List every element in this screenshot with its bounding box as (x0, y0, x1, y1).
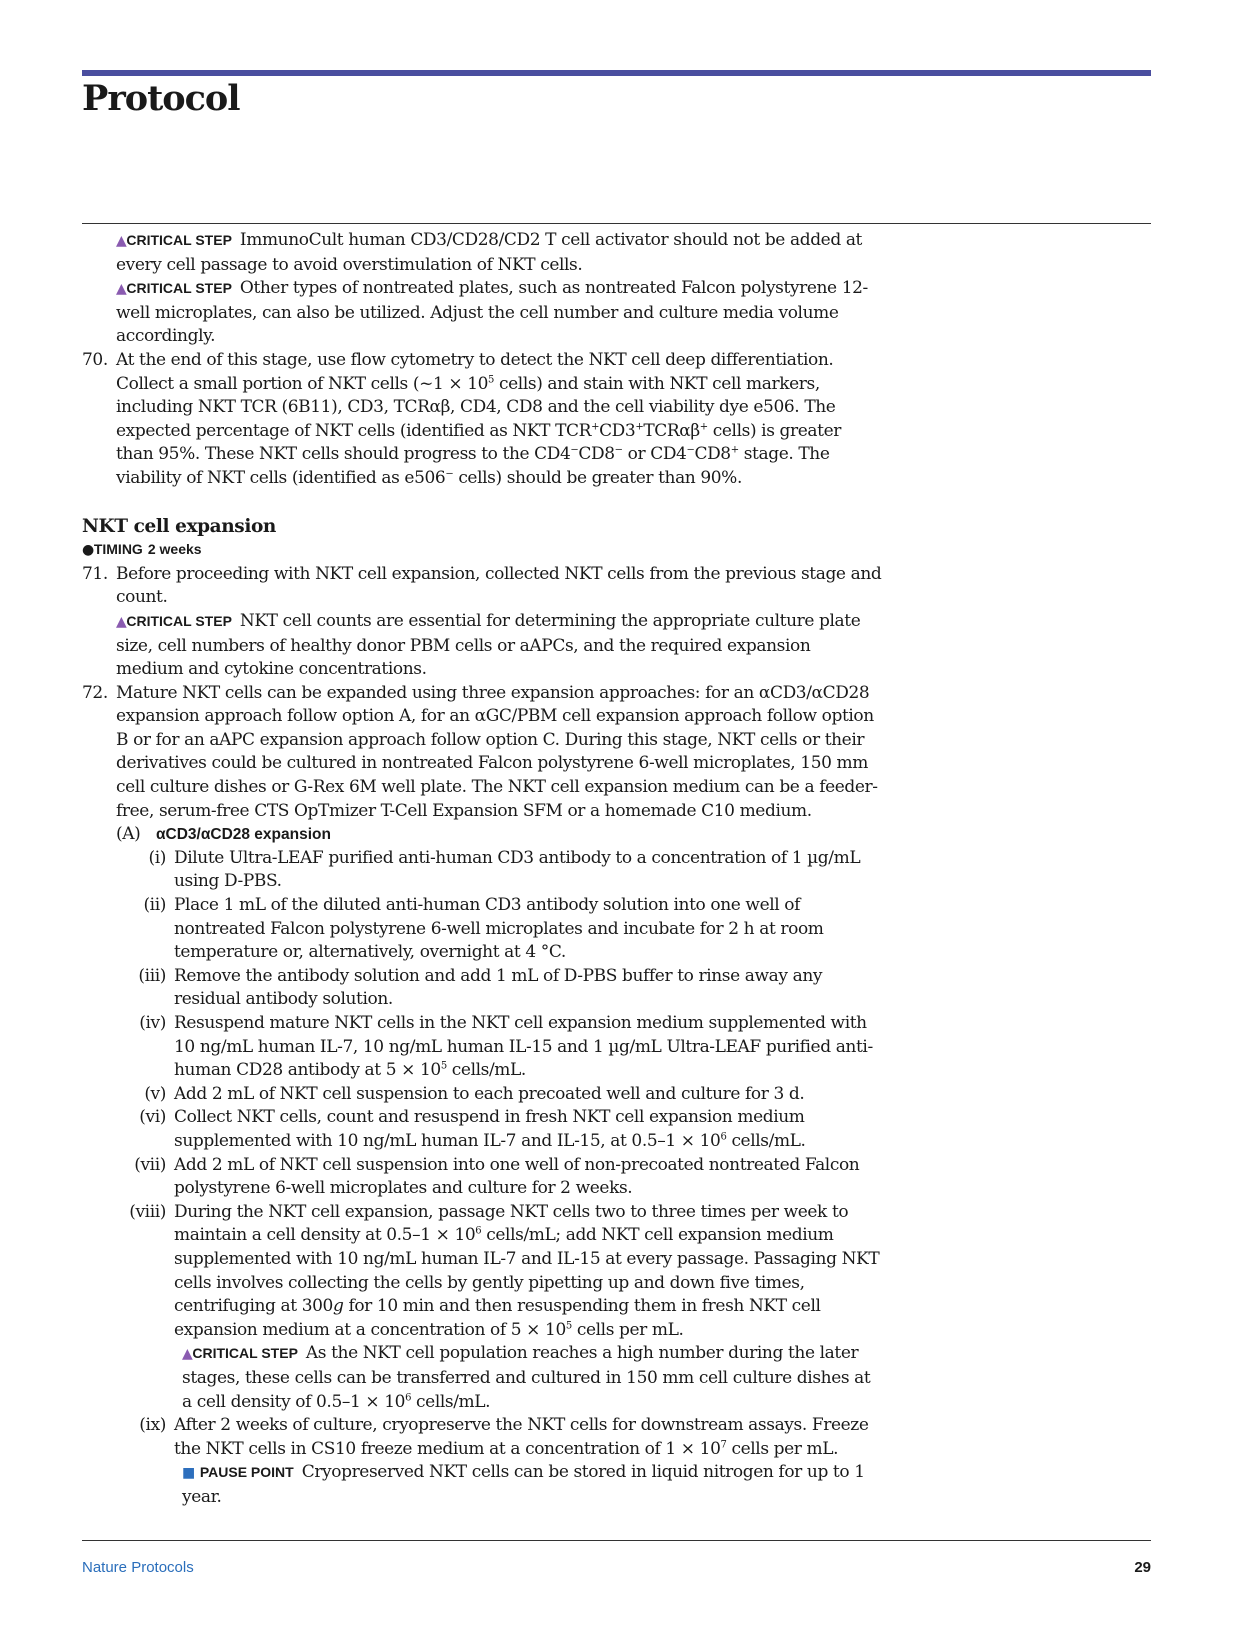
step-text: TCRαβ (643, 420, 700, 441)
superscript: + (591, 421, 600, 433)
substep-vii (82, 1154, 882, 1201)
substep-label: (ii) (143, 895, 166, 916)
substep-label: (ix) (139, 1415, 166, 1436)
substep-label: (i) (148, 847, 166, 868)
substep-text: for 10 min and then resuspending them in fresh NKT cell expansion medium at a concentration of 5 × 10 (174, 1296, 821, 1340)
section-heading: NKT cell expansion (82, 515, 276, 537)
superscript: + (635, 421, 644, 433)
step-text: At the end of this stage, use flow cytometry to detect the NKT cell deep differentiation. Collect a small portion of NKT cells (~1 × 10 (116, 349, 834, 394)
critical-note-text: cells/mL. (411, 1391, 491, 1412)
substep-label: (vii) (134, 1154, 166, 1175)
option-label: (A) (116, 824, 141, 845)
superscript: 5 (565, 1320, 572, 1332)
substep-label: (vi) (139, 1107, 166, 1128)
critical-note-text: NKT cell counts are essential for determining the appropriate culture plate size, cell numbers of healthy donor PBM cells or aAPCs, and the required expansion medium and cytokine concentrations. (116, 610, 861, 680)
critical-step-label: CRITICAL STEP (126, 280, 232, 297)
journal-name[interactable]: Nature Protocols (82, 1559, 194, 1576)
superscript: 6 (720, 1131, 727, 1143)
critical-step-label: CRITICAL STEP (126, 232, 232, 248)
substep-text: Place 1 mL of the diluted anti-human CD3 antibody solution into one well of nontreated Falcon polystyrene 6-well microplates and incubate for 2 h at room temperature or, alternatively, overnight at 4 °C. (174, 895, 824, 963)
header-accent-bar (82, 70, 1151, 76)
superscript: 7 (720, 1439, 727, 1451)
critical-step-label: CRITICAL STEP (126, 612, 232, 629)
footer-divider (82, 1540, 1151, 1541)
substep-text: cells per mL. (571, 1319, 684, 1340)
step-text: cells) is greater than 95%. These NKT cells should progress to the CD4 (116, 420, 841, 465)
header-divider (82, 223, 1151, 224)
step-72 (82, 682, 882, 824)
pause-point-note (82, 1461, 882, 1509)
substep-vi (82, 1106, 882, 1153)
substep-text: Dilute Ultra-LEAF purified anti-human CD3 antibody to a concentration of 1 µg/mL using D-PBS. (174, 847, 861, 892)
step-text: cells) and stain with NKT cell markers, including NKT TCR (6B11), CD3, TCRαβ, CD4, CD8 and the cell viability dye e506. The expected percentage of NKT cells (identified as NKT TCR (116, 373, 836, 441)
substep-label: (viii) (129, 1201, 166, 1222)
timing-line (82, 538, 882, 563)
option-title: αCD3/αCD28 expansion (156, 826, 331, 844)
critical-note-text: ImmunoCult human CD3/CD28/CD2 T cell activator should not be added at every cell passage to avoid overstimulation of NKT cells. (116, 230, 862, 275)
substep-text: Resuspend mature NKT cells in the NKT cell expansion medium supplemented with 10 ng/mL human IL-7, 10 ng/mL human IL-15 and 1 µg/mL Ultra-LEAF purified anti-human CD28 antibody at 5 × 10 (174, 1013, 873, 1081)
substep-ii (82, 894, 882, 965)
step-text: stage. The viability of NKT cells (identified as e506 (116, 444, 830, 488)
superscript: + (699, 421, 708, 433)
critical-note (82, 229, 882, 277)
substep-text: After 2 weeks of culture, cryopreserve the NKT cells for downstream assays. Freeze the NKT cells in CS10 freeze medium at a concentration of 1 × 10 (174, 1415, 869, 1459)
step-text: cells) should be greater than 90%. (453, 467, 742, 488)
substep-label: (iii) (138, 965, 166, 986)
step-70 (82, 349, 882, 491)
option-a-heading (82, 823, 882, 847)
critical-note (82, 610, 882, 682)
critical-note (82, 1342, 882, 1414)
substep-text: cells/mL. (446, 1060, 526, 1081)
substep-ix (82, 1414, 882, 1461)
gravity-unit: g (332, 1296, 344, 1317)
superscript: 5 (440, 1060, 447, 1072)
triangle-warning-icon: ▲ (182, 1346, 193, 1363)
step-number: 72. (82, 682, 108, 703)
step-71 (82, 563, 882, 610)
step-text: Before proceeding with NKT cell expansion, collected NKT cells from the previous stage and count. (116, 563, 882, 608)
critical-note-text: As the NKT cell population reaches a high number during the later stages, these cells can be transferred and cultured in 150 mm cell culture dishes at a cell density of 0.5–1 × 10 (182, 1343, 871, 1412)
substep-text: cells/mL; add NKT cell expansion medium supplemented with 10 ng/mL human IL-7 and IL-15 at every passage. Passaging NKT cells involves collecting the cells by gently pipetting up and down five times, centrifuging at 300 (174, 1225, 880, 1317)
substep-iii (82, 965, 882, 1012)
superscript: 6 (405, 1391, 412, 1403)
superscript: + (730, 444, 739, 456)
substep-text: Add 2 mL of NKT cell suspension to each precoated well and culture for 3 d. (174, 1083, 805, 1104)
superscript: − (686, 444, 695, 456)
substep-text: cells per mL. (726, 1438, 839, 1459)
step-body (116, 682, 882, 824)
substep-i (82, 847, 882, 894)
timing-label: TIMING (93, 541, 143, 558)
pause-point-label: PAUSE POINT (199, 1464, 294, 1481)
step-text: or CD4 (622, 444, 687, 465)
step-body (116, 349, 882, 491)
blue-square-icon: ■ (182, 1465, 195, 1482)
critical-note (82, 277, 882, 349)
triangle-warning-icon: ▲ (116, 613, 127, 630)
substep-text: Collect NKT cells, count and resuspend in fresh NKT cell expansion medium supplemented with 10 ng/mL human IL-7 and IL-15, at 0.5–1 × 10 (174, 1107, 805, 1151)
critical-note-text: Other types of nontreated plates, such as nontreated Falcon polystyrene 12-well microplates, can also be utilized. Adjust the cell number and culture media volume accordingly. (116, 278, 868, 347)
step-number: 70. (82, 349, 108, 370)
substep-text: cells/mL. (726, 1130, 806, 1151)
step-text: Mature NKT cells can be expanded using three expansion approaches: for an αCD3/αCD28 expansion approach follow option A, for an αGC/PBM cell expansion approach follow option B or for an aAPC expansion approach follow option C. During this stage, NKT cells or their derivatives could be cultured in nontreated Falcon polystyrene 6-well microplates, 150 mm cell culture dishes or G-Rex 6M well plate. The NKT cell expansion medium can be a feeder-free, serum-free CTS OpTmizer T-Cell Expansion SFM or a homemade C10 medium. (116, 682, 878, 821)
superscript: 6 (475, 1225, 482, 1237)
protocol-content (82, 229, 882, 1509)
substep-body (174, 1201, 882, 1343)
substep-label: (iv) (139, 1013, 166, 1033)
substep-label: (v) (144, 1083, 166, 1104)
step-text: CD3 (599, 420, 636, 441)
substep-body (174, 1414, 882, 1461)
triangle-warning-icon: ▲ (116, 233, 127, 249)
critical-step-label: CRITICAL STEP (192, 1345, 298, 1362)
substep-v (82, 1083, 882, 1107)
superscript: − (445, 468, 454, 480)
substep-viii (82, 1201, 882, 1343)
substep-text: During the NKT cell expansion, passage NKT cells two to three times per week to maintain a cell density at 0.5–1 × 10 (174, 1201, 849, 1246)
step-number: 71. (82, 563, 108, 584)
substep-body (174, 1012, 882, 1083)
timing-value: 2 weeks (147, 541, 202, 558)
substep-iv (82, 1012, 882, 1083)
pause-point-text: Cryopreserved NKT cells can be stored in liquid nitrogen for up to 1 year. (182, 1462, 865, 1507)
filled-circle-icon: ● (82, 542, 94, 559)
page-number: 29 (1134, 1559, 1151, 1576)
page-title: Protocol (82, 78, 240, 119)
triangle-warning-icon: ▲ (116, 281, 127, 298)
superscript: − (614, 444, 623, 456)
substep-text: Remove the antibody solution and add 1 mL of D-PBS buffer to rinse away any residual antibody solution. (174, 965, 823, 1010)
superscript: 5 (488, 373, 495, 385)
substep-text: Add 2 mL of NKT cell suspension into one well of non-precoated nontreated Falcon polystyrene 6-well microplates and culture for 2 weeks. (174, 1154, 860, 1199)
substep-body (174, 1106, 882, 1153)
step-text: CD8 (694, 444, 731, 465)
step-body (116, 563, 882, 610)
step-text: CD8 (578, 444, 615, 465)
superscript: − (570, 444, 579, 456)
